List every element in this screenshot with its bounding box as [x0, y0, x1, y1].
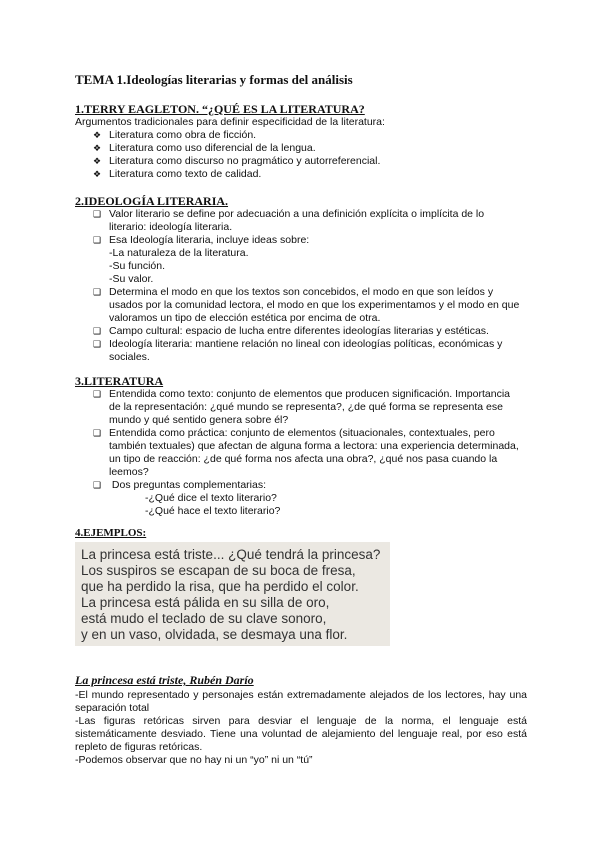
poem-excerpt — [75, 542, 390, 646]
list-item: ❑ Esa Ideología literaria, incluye ideas sobre: — [93, 234, 310, 246]
list-item: ❖ Literatura como discurso no pragmático y autorreferencial. — [93, 155, 381, 167]
diamond-bullet-icon: ❖ — [93, 143, 102, 153]
list-item: ❑ Dos preguntas complementarias: — [93, 479, 266, 491]
poem-attribution: La princesa está triste, Rubén Darío — [75, 673, 254, 687]
analysis-paragraph: -El mundo representado y personajes están extremadamente alejados de los lectores, hay una separación total — [75, 689, 527, 714]
sub-list-item: -Su función. — [109, 260, 166, 272]
poem-line: está mudo el teclado de su clave sonoro, — [81, 611, 327, 626]
list-item: ❑ Determina el modo en que los textos son concebidos, el modo en que son leídos y usados por la comunidad lectora, el modo en que los experimentamos y el modo en que valoramos un tipo de elección estética por encima de otra. — [93, 286, 520, 324]
section-1-intro: Argumentos tradicionales para definir especificidad de la literatura: — [75, 116, 385, 128]
page-title: TEMA 1.Ideologías literarias y formas del análisis — [75, 72, 353, 87]
diamond-bullet-icon: ❖ — [93, 156, 102, 166]
diamond-bullet-icon: ❖ — [93, 169, 102, 179]
poem-line: y en un vaso, olvidada, se desmaya una flor. — [81, 627, 348, 642]
list-item: ❑ Ideología literaria: mantiene relación no lineal con ideologías políticas, económicas y sociales. — [93, 338, 503, 363]
checkbox-bullet-icon: ❑ — [93, 235, 102, 245]
analysis-paragraph: -Podemos observar que no hay ni un “yo” ni un “tú” — [75, 754, 313, 766]
poem-line: La princesa está triste... ¿Qué tendrá la princesa? — [81, 547, 381, 562]
list-item: ❖ Literatura como texto de calidad. — [93, 168, 262, 180]
sub-list-item: -Su valor. — [109, 273, 154, 285]
checkbox-bullet-icon: ❑ — [93, 480, 102, 490]
poem-line: que ha perdido la risa, que ha perdido el color. — [81, 579, 359, 594]
list-item: ❑ Campo cultural: espacio de lucha entre diferentes ideologías literarias y estéticas. — [93, 325, 489, 337]
question-item: -¿Qué hace el texto literario? — [145, 505, 281, 517]
section-3-heading: 3.LITERATURA — [75, 374, 164, 388]
question-item: -¿Qué dice el texto literario? — [145, 492, 277, 504]
checkbox-bullet-icon: ❑ — [93, 428, 102, 438]
analysis-paragraph: -Las figuras retóricas sirven para desviar el lenguaje de la norma, el lenguaje está sistemáticamente desviado. Tiene una voluntad de alejamiento del lenguaje real, por eso está repleto de figuras retóricas. — [75, 715, 527, 753]
checkbox-bullet-icon: ❑ — [93, 326, 102, 336]
section-4-heading: 4.EJEMPLOS: — [75, 527, 147, 539]
list-item: ❖ Literatura como obra de ficción. — [93, 129, 257, 141]
list-item: ❖ Literatura como uso diferencial de la lengua. — [93, 142, 316, 154]
list-item: ❑ Entendida como práctica: conjunto de elementos (situacionales, contextuales, pero también textuales) que afectan de alguna forma a lectora: una experiencia determinada, un tipo de reacción: ¿de qué forma nos afecta una obra?, ¿qué nos pasa cuando la leemos? — [93, 427, 519, 478]
checkbox-bullet-icon: ❑ — [93, 339, 102, 349]
poem-line: Los suspiros se escapan de su boca de fresa, — [81, 563, 356, 578]
section-2-heading: 2.IDEOLOGÍA LITERARIA. — [75, 194, 229, 208]
sub-list-item: -La naturaleza de la literatura. — [109, 247, 249, 259]
list-item: ❑ Entendida como texto: conjunto de elementos que producen significación. Importancia de la representación: ¿qué mundo se representa?, ¿de qué forma se representa ese mundo y qué sentido genera sobre él? — [93, 388, 510, 426]
section-1-heading: 1.TERRY EAGLETON. “¿QUÉ ES LA LITERATURA? — [75, 102, 365, 116]
checkbox-bullet-icon: ❑ — [93, 209, 102, 219]
checkbox-bullet-icon: ❑ — [93, 389, 102, 399]
poem-line: La princesa está pálida en su silla de oro, — [81, 595, 330, 610]
checkbox-bullet-icon: ❑ — [93, 287, 102, 297]
list-item: ❑ Valor literario se define por adecuación a una definición explícita o implícita de lo literario: ideología literaria. — [93, 208, 485, 233]
diamond-bullet-icon: ❖ — [93, 130, 102, 140]
